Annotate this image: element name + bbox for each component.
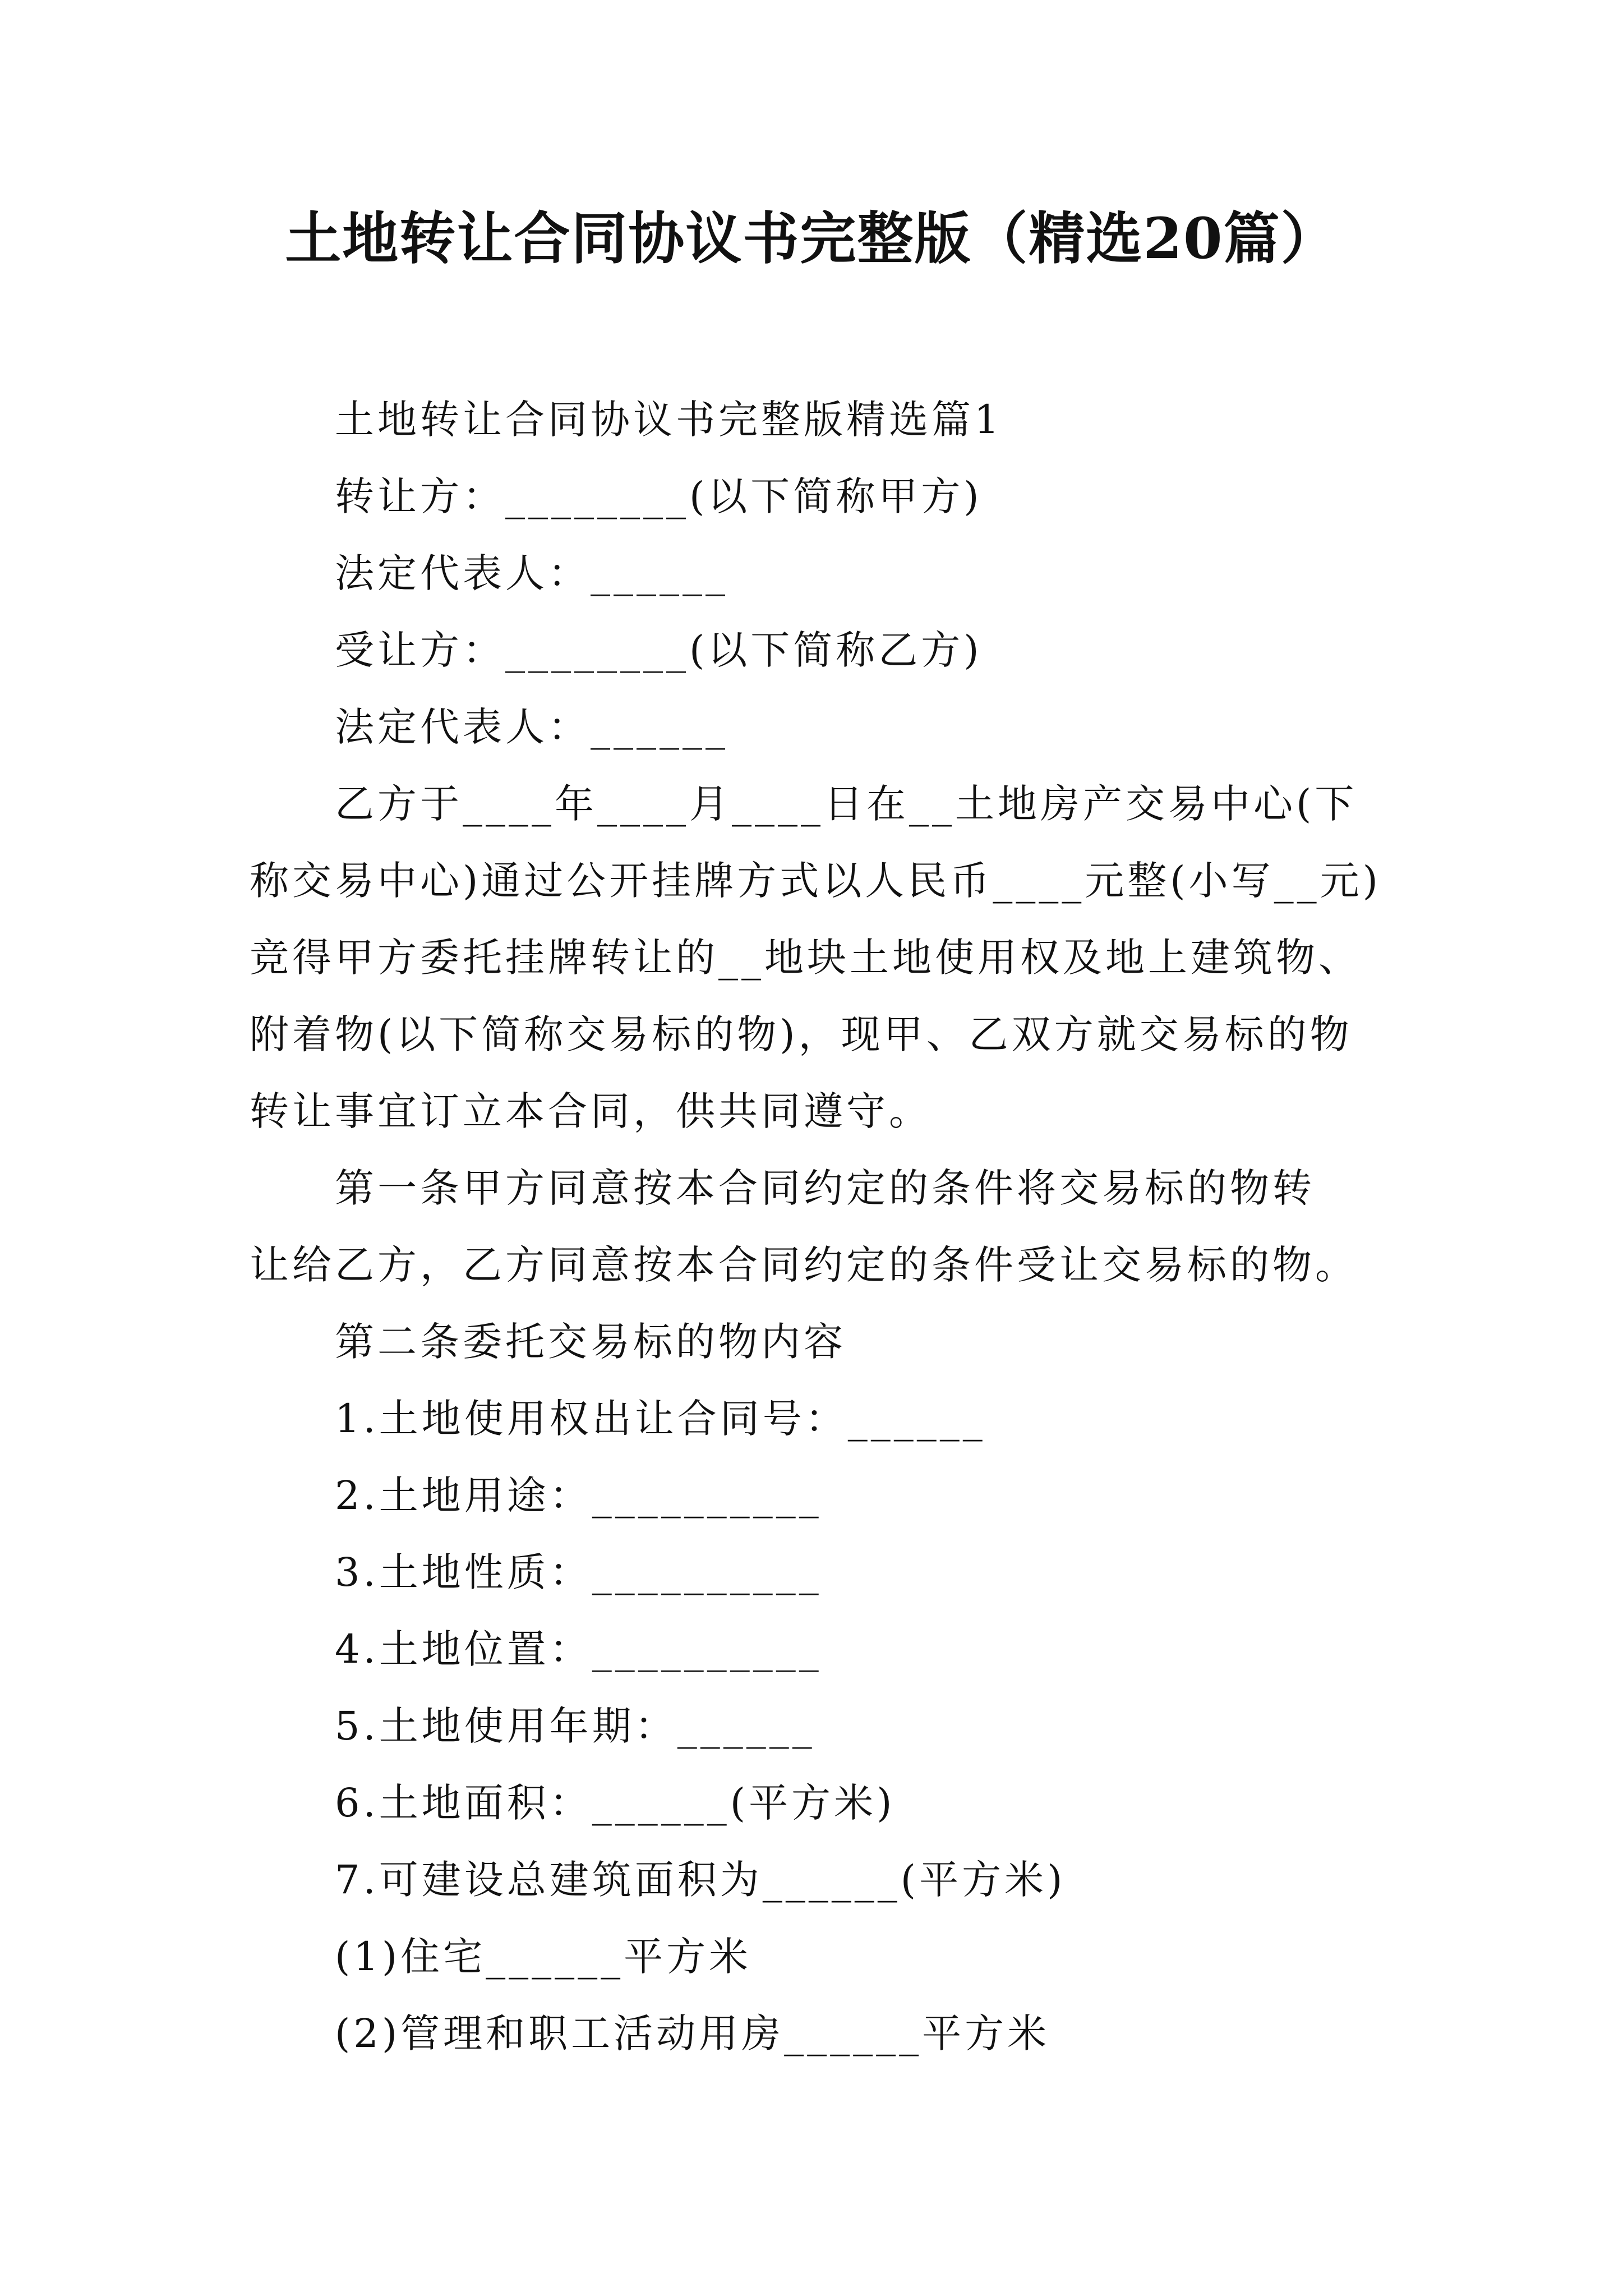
document-body bbox=[250, 381, 1394, 2072]
list-item: 6.土地面积：______(平方米) bbox=[335, 1780, 896, 1826]
article-two-heading: 第二条委托交易标的物内容 bbox=[335, 1319, 846, 1365]
sub-list-item: (1)住宅______平方米 bbox=[335, 1934, 752, 1980]
section-heading: 土地转让合同协议书完整版精选篇1 bbox=[335, 397, 1003, 443]
transferor-line: 转让方：________(以下简称甲方) bbox=[335, 473, 983, 519]
transferee-representative-line: 法定代表人：______ bbox=[335, 704, 728, 750]
paragraph-line: 乙方于____年____月____日在__土地房产交易中心(下 bbox=[335, 781, 1358, 827]
list-item: 5.土地使用年期：______ bbox=[335, 1703, 815, 1749]
paragraph-line: 竞得甲方委托挂牌转让的__地块土地使用权及地上建筑物、 bbox=[250, 935, 1361, 981]
list-item: 7.可建设总建筑面积为______(平方米) bbox=[335, 1857, 1066, 1903]
paragraph-line: 转让事宜订立本合同，供共同遵守。 bbox=[250, 1088, 932, 1134]
article-one-line: 让给乙方，乙方同意按本合同约定的条件受让交易标的物。 bbox=[250, 1242, 1358, 1288]
list-item: 2.土地用途：__________ bbox=[335, 1473, 822, 1519]
article-one-line: 第一条甲方同意按本合同约定的条件将交易标的物转 bbox=[335, 1165, 1315, 1211]
transferee-line: 受让方：________(以下简称乙方) bbox=[335, 627, 983, 673]
list-item: 3.土地性质：__________ bbox=[335, 1549, 822, 1595]
list-item: 1.土地使用权出让合同号：______ bbox=[335, 1396, 986, 1442]
transferor-representative-line: 法定代表人：______ bbox=[335, 550, 728, 596]
paragraph-line: 称交易中心)通过公开挂牌方式以人民币____元整(小写__元) bbox=[250, 858, 1381, 904]
list-item: 4.土地位置：__________ bbox=[335, 1626, 822, 1672]
document-title: 土地转让合同协议书完整版（精选20篇） bbox=[285, 205, 1338, 272]
sub-list-item: (2)管理和职工活动用房______平方米 bbox=[335, 2010, 1050, 2056]
paragraph-line: 附着物(以下简称交易标的物)，现甲、乙双方就交易标的物 bbox=[250, 1011, 1353, 1057]
